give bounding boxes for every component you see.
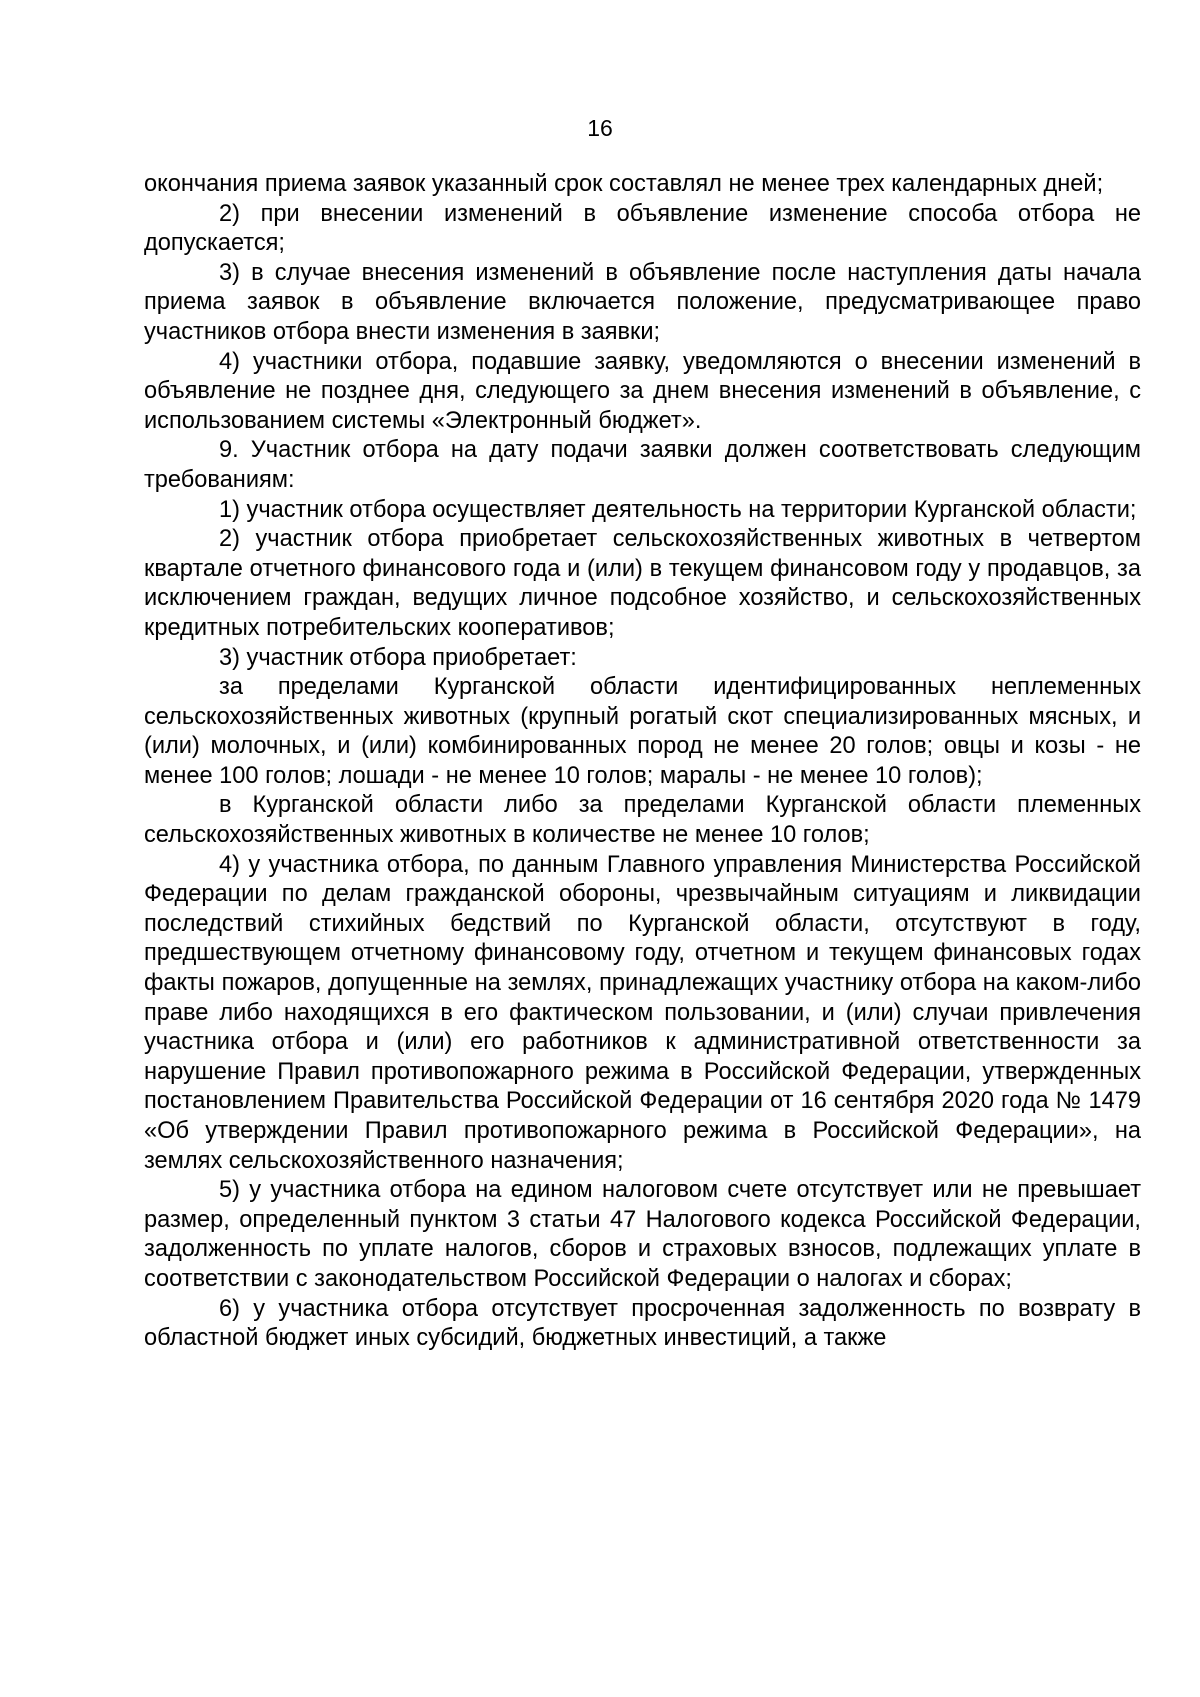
paragraph-clause-9: 9. Участник отбора на дату подачи заявки должен соответствовать следующим требованиям:	[144, 437, 1141, 493]
paragraph-item-2: 2) при внесении изменений в объявление изменение способа отбора не допускается;	[144, 200, 1141, 257]
paragraph-requirement-6: 6) у участника отбора отсутствует просроченная задолженность по возврату в областной бюджет иных субсидий, бюджетных инвестиций, а также	[144, 1295, 1141, 1352]
page-number: 16	[587, 115, 613, 141]
paragraph-requirement-5: 5) у участника отбора на едином налоговом счете отсутствует или не превышает размер, определенный пунктом 3 статьи 47 Налогового кодекса Российской Федерации, задолженность по уплате налогов, сборов и страховых взносов, подлежащих уплате в соответствии с законодательством Российской Федерации о налогах и сборах;	[144, 1177, 1141, 1292]
paragraph-requirement-3-outside: за пределами Курганской области идентифицированных неплеменных сельскохозяйственных животных (крупный рогатый скот специализированных мясных, и (или) молочных, и (или) комбинированных пород не менее 20 голов; овцы и козы - не менее 100 голов; лошади - не менее 10 голов; маралы - не менее 10 голов);	[144, 674, 1141, 789]
paragraph-requirement-3-breeding: в Курганской области либо за пределами Курганской области племенных сельскохозяйственных животных в количестве не менее 10 голов;	[144, 792, 1141, 849]
paragraph-requirement-4: 4) у участника отбора, по данным Главного управления Министерства Российской Федерации по делам гражданской обороны, чрезвычайным ситуациям и ликвидации последствий стихийных бедствий по Курганской области, отсутствуют в году, предшествующем отчетному финансовому году, отчетном и текущем финансовых годах факты пожаров, допущенные на землях, принадлежащих участнику отбора на каком-либо праве либо находящихся в его фактическом пользовании, и (или) случаи привлечения участника отбора и (или) его работников к административной ответственности за нарушение Правил противопожарного режима в Российской Федерации, утвержденных постановлением Правительства Российской Федерации от 16 сентября 2020 года № 1479 «Об утверждении Правил противопожарного режима в Российской Федерации», на землях сельскохозяйственного назначения;	[144, 851, 1141, 1174]
paragraph-requirement-1: 1) участник отбора осуществляет деятельность на территории Курганской области;	[219, 496, 1137, 523]
paragraph-continuation: окончания приема заявок указанный срок составлял не менее трех календарных дней;	[144, 171, 1104, 197]
paragraph-requirement-3: 3) участник отбора приобретает:	[219, 644, 577, 671]
paragraph-item-3: 3) в случае внесения изменений в объявление после наступления даты начала приема заявок в объявление включается положение, предусматривающее право участников отбора внести изменения в заявки;	[144, 259, 1141, 345]
document-body	[144, 170, 1141, 1354]
paragraph-item-4: 4) участники отбора, подавшие заявку, уведомляются о внесении изменений в объявление не позднее дня, следующего за днем внесения изменений в объявление, с использованием системы «Электронный бюджет».	[144, 348, 1141, 434]
paragraph-requirement-2: 2) участник отбора приобретает сельскохозяйственных животных в четвертом квартале отчетного финансового года и (или) в текущем финансовом году у продавцов, за исключением граждан, ведущих личное подсобное хозяйство, и сельскохозяйственных кредитных потребительских кооперативов;	[144, 526, 1141, 641]
